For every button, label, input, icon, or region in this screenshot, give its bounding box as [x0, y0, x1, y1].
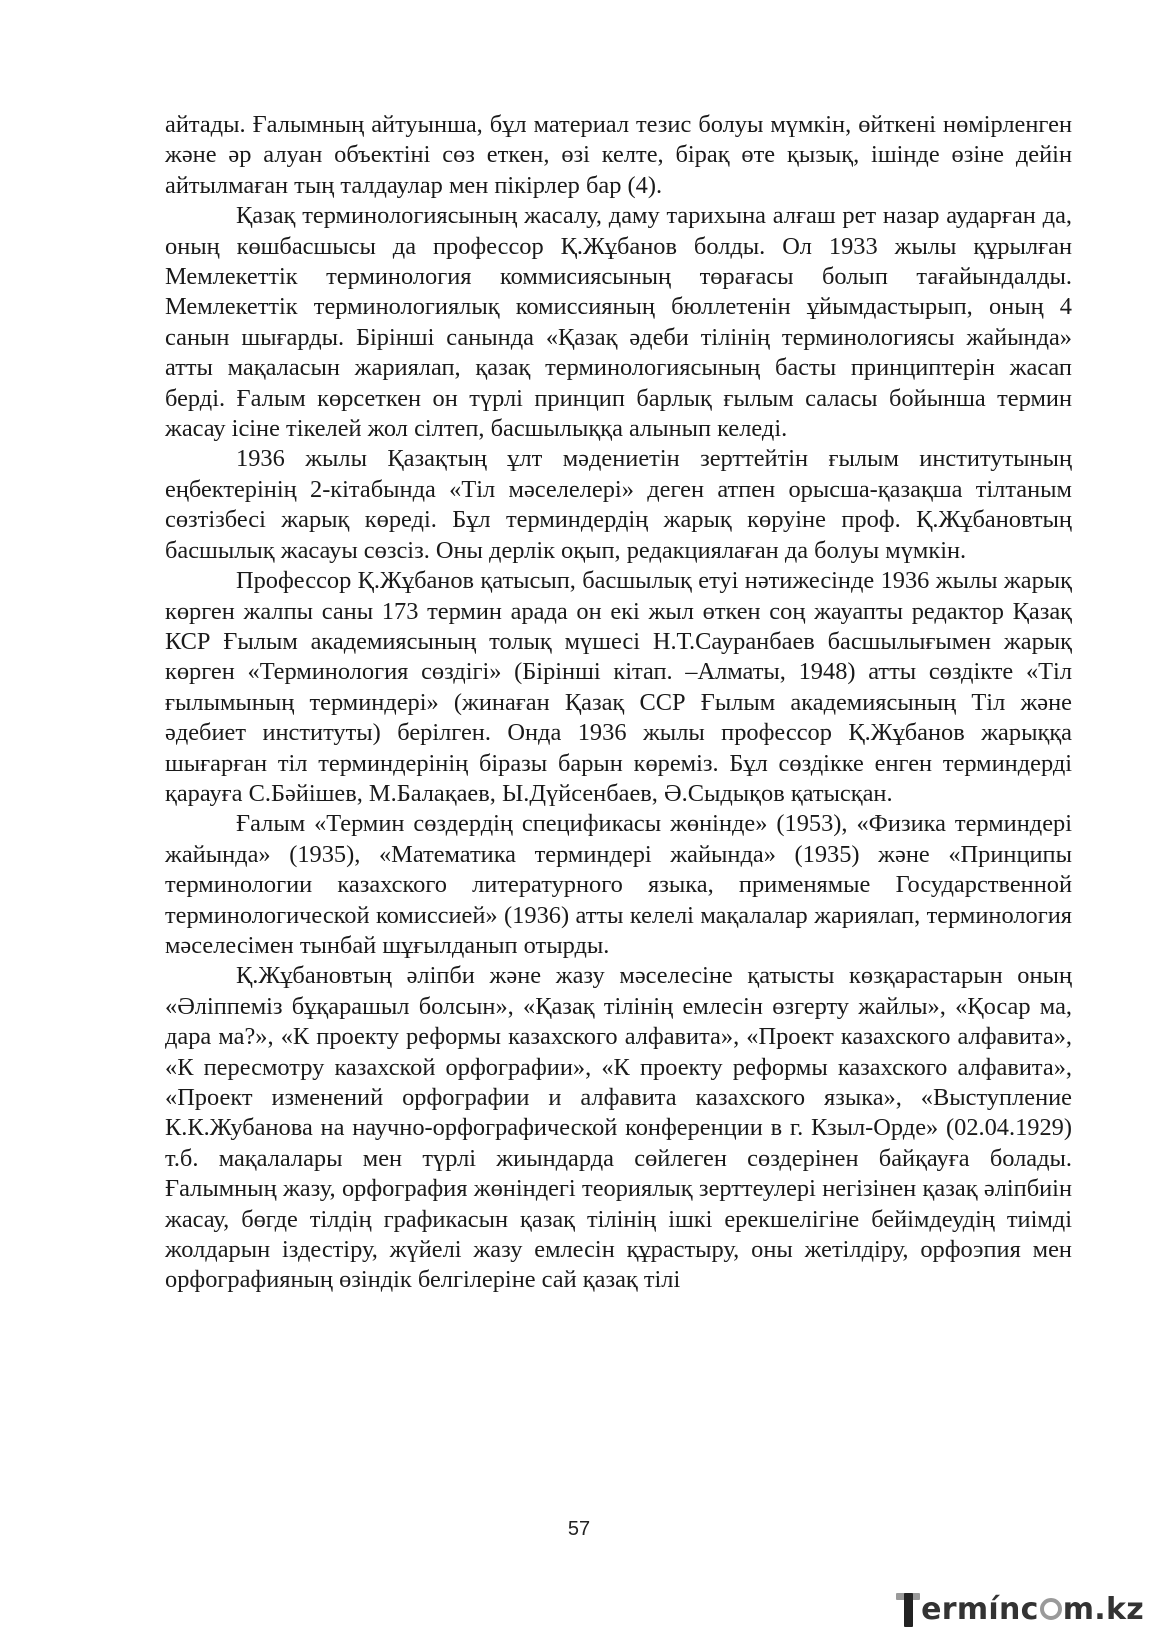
watermark-logo [896, 1585, 1144, 1629]
page-number: 57 [567, 1518, 591, 1540]
paragraph-6: Қ.Жұбановтың әліпби және жазу мәселесіне қатысты көзқарастарын оның «Әліппеміз бұқарашыл болсын», «Қазақ тілінің емлесін өзгерту жайлы», «Қосар ма, дара ма?», «К проекту реформы казахского алфавита», «Проект казахского алфавита», «К пересмотру казахской орфографии», «К проекту реформы казахского алфавита», «Проект изменений орфографии и алфавита казахского языка», «Выступление К.К.Жубанова на научно-орфографической конференции в г. Кзыл-Орде» (02.04.1929) т.б. мақалалары мен түрлі жиындарда сөйлеген сөздерінен байқауға болады. Ғалымның жазу, орфография жөніндегі теориялық зерттеулері негізінен қазақ әліпбиін жасау, бөгде тілдің графикасын қазақ тілінің ішкі ерекшелігіне бейімдеудің тиімді жолдарын іздестіру, жүйелі жазу емлесін құрастыру, оны жетілдіру, орфоэпия мен орфографияның өзіндік белгілеріне сай қазақ тілі [165, 962, 1072, 1294]
paragraph-4: Профессор Қ.Жұбанов қатысып, басшылық етуі нәтижесінде 1936 жылы жарық көрген жалпы саны 173 термин арада он екі жыл өткен соң жауапты редактор Қазақ КСР Ғылым академиясының толық мүшесі Н.Т.Сауранбаев басшылығымен жарық көрген «Терминология сөздігі» (Бірінші кітап. –Алматы, 1948) атты сөздікте «Тіл ғылымының терминдері» (жинаған Қазақ ССР Ғылым академиясының Тіл және әдебиет институты) берілген. Онда 1936 жылы профессор Қ.Жұбанов жарыққа шығарған тіл терминдерінің біразы барын көреміз. Бұл сөздікке енген терминдерді қарауға С.Бәйішев, М.Балақаев, Ы.Дүйсенбаев, Ә.Сыдықов қатысқан. [165, 567, 1072, 807]
paragraph-2: Қазақ терминологиясының жасалу, даму тарихына алғаш рет назар аударған да, оның көшбасшысы да профессор Қ.Жұбанов болды. Ол 1933 жылы құрылған Мемлекеттік терминология коммисиясының төрағасы болып тағайындалды. Мемлекеттік терминологиялық комиссияның бюллетенін ұйымдастырып, оның 4 санын шығарды. Бірінші санында «Қазақ әдеби тілінің терминологиясы жайында» атты мақаласын жариялап, қазақ терминологиясының басты принциптерін жасап берді. Ғалым көрсеткен он түрлі принцип барлық ғылым саласы бойынша термин жасау ісіне тікелей жол сілтеп, басшылыққа алынып келеді. [165, 202, 1072, 443]
watermark-o-ring [1040, 1598, 1062, 1620]
paragraph-5: Ғалым «Термин сөздердің спецификасы жөнінде» (1953), «Физика терминдері жайында» (1935), «Математика терминдері жайында» (1935) және «Принципы терминологии казахского литературного языка, применямые Государственной терминологической комиссией» (1936) атты келелі мақалалар жариялап, терминология мәселесімен тынбай шұғылданып отырды. [165, 810, 1072, 959]
paragraph-1: айтады. Ғалымның айтуынша, бұл материал тезис болуы мүмкін, өйткені нөмірленген және әр алуан объектіні сөз еткен, өзі келте, бірақ өте қызық, ішінде өзіне дейін айтылмаған тың талдаулар мен пікірлер бар (4). [165, 111, 1072, 199]
paragraph-3: 1936 жылы Қазақтың ұлт мәдениетін зерттейтін ғылым институтының еңбектерінің 2-кітабында «Тіл мәселелері» деген атпен орысша-қазақша тілтаным сөзтізбесі жарық көреді. Бұл терминдердің жарық көруіне проф. Қ.Жұбановтың басшылық жасауы сөзсіз. Оны дерлік оқып, редакциялаған да болуы мүмкін. [165, 445, 1072, 564]
termincom-logo-icon [896, 1589, 920, 1629]
watermark-text: ermínc m.kz [921, 1592, 1144, 1627]
page-body [165, 110, 1072, 1296]
